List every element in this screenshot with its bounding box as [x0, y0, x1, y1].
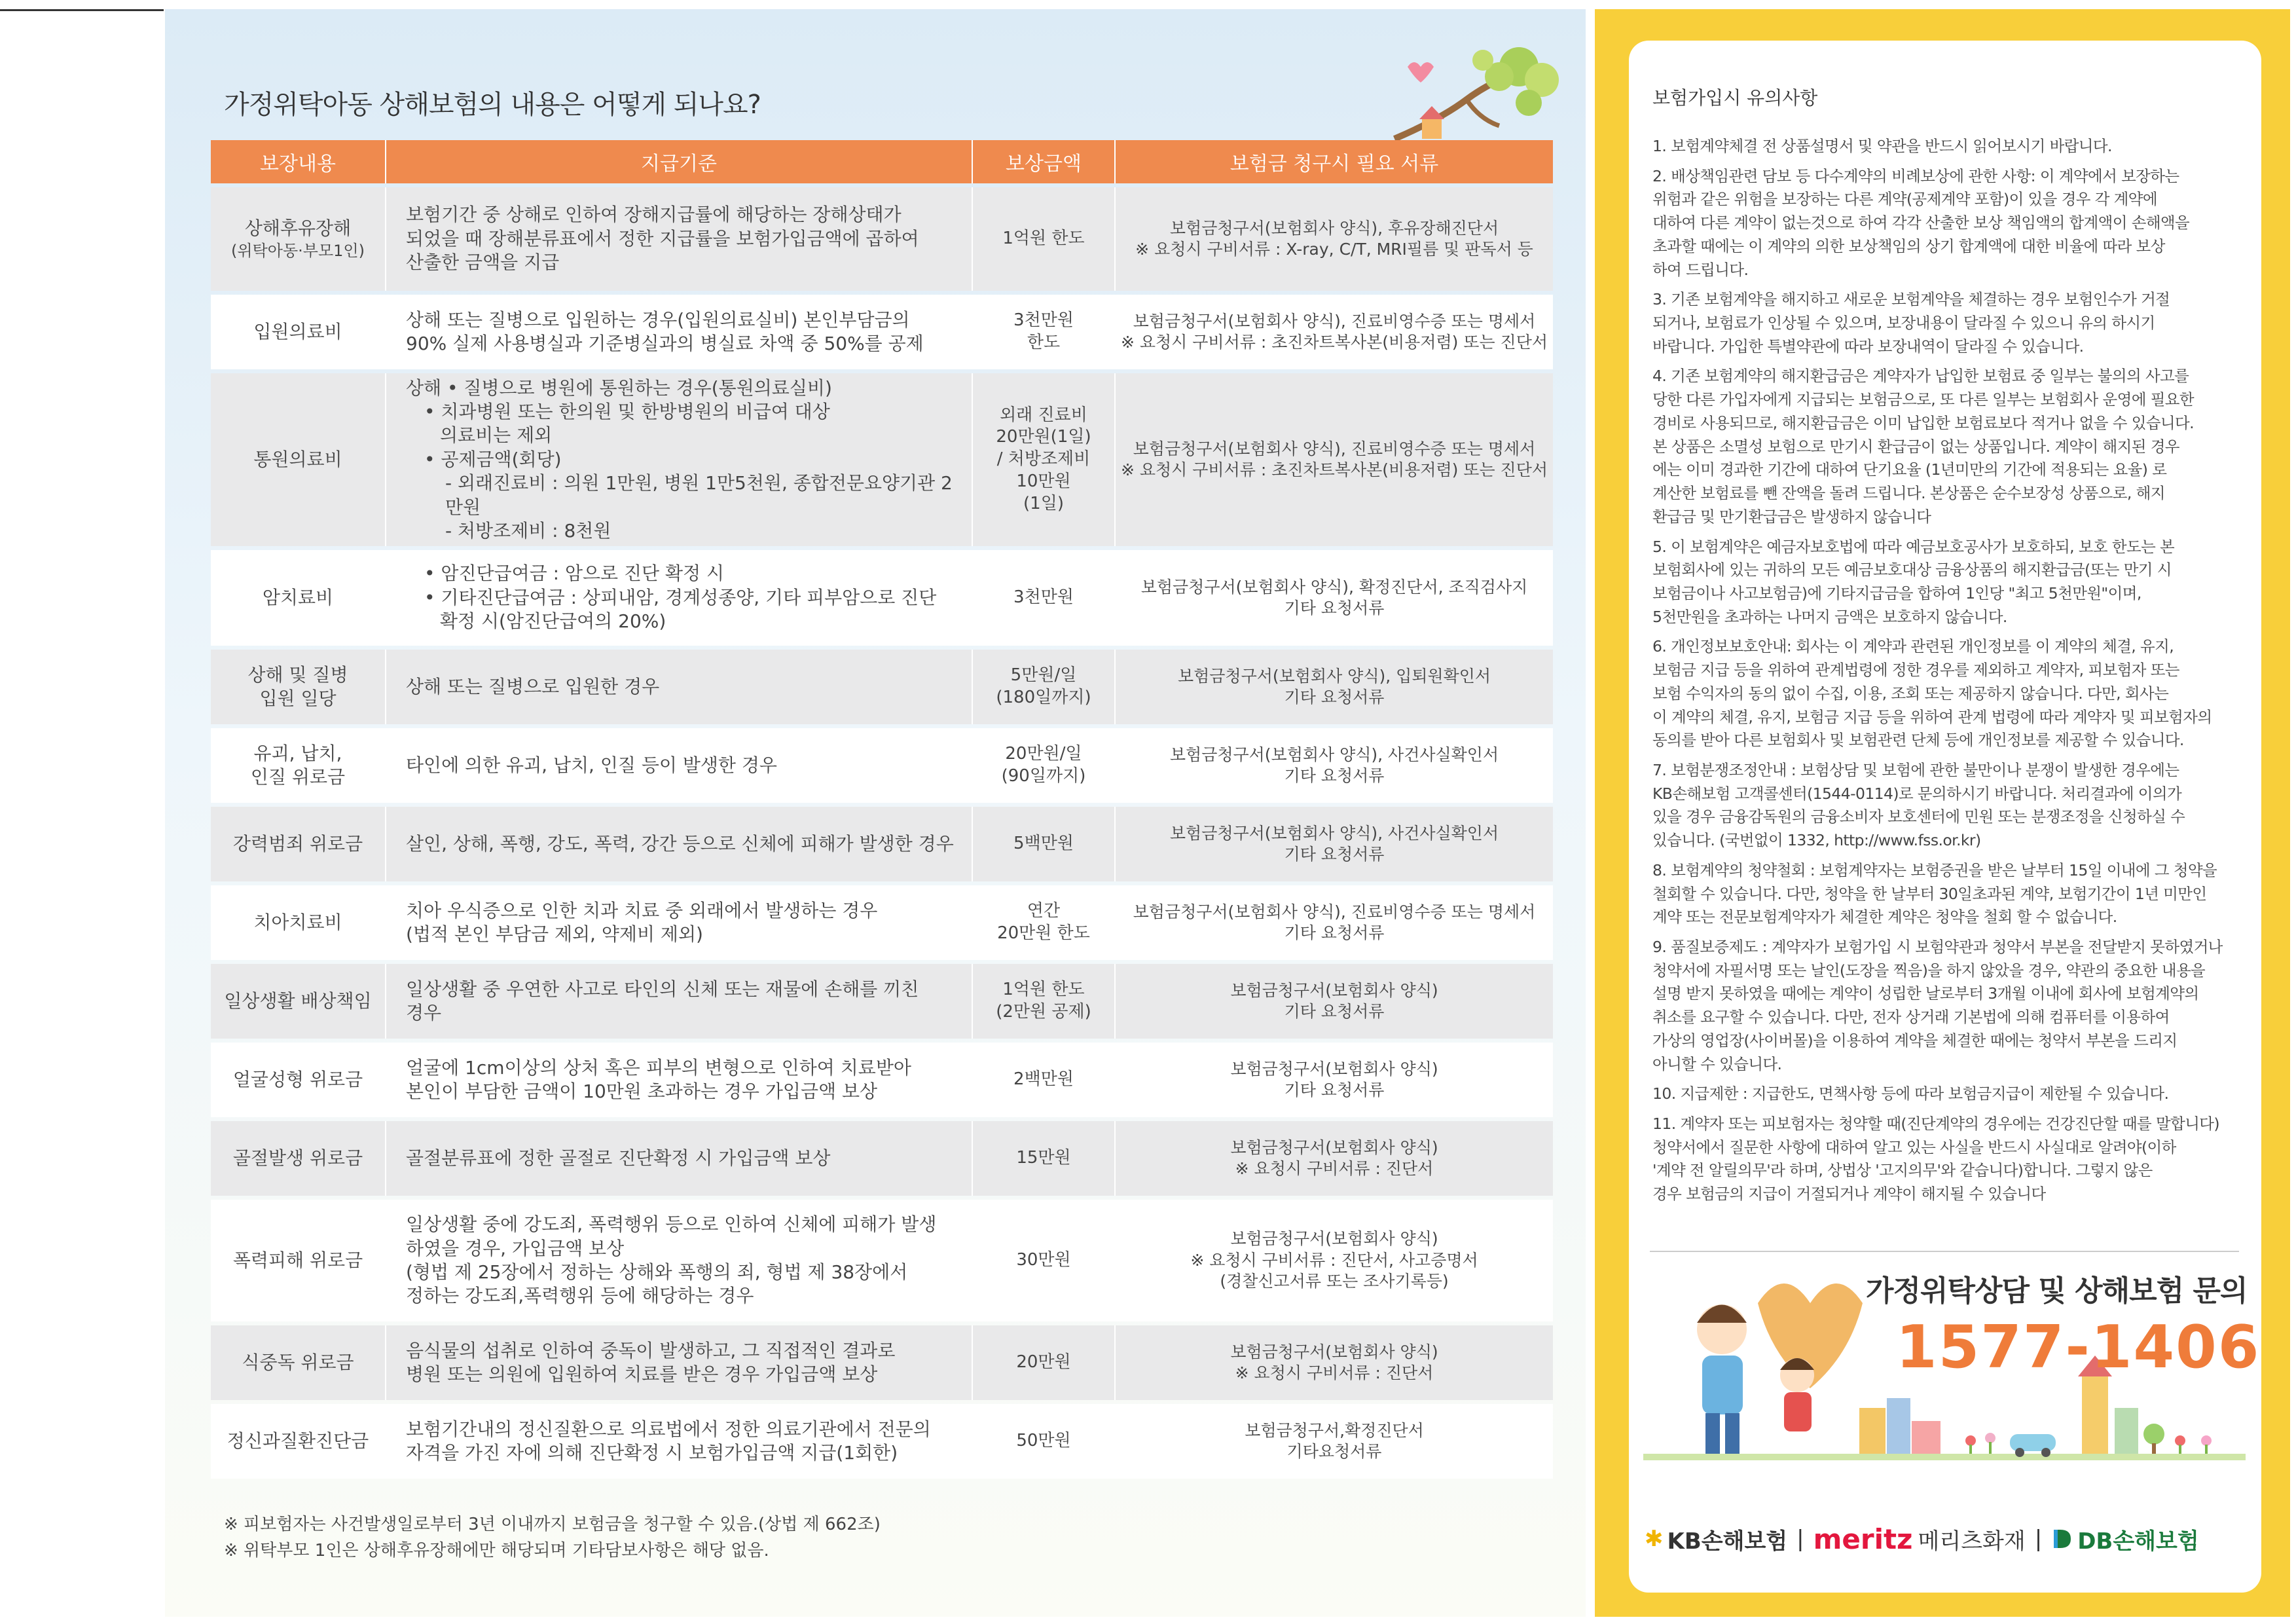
notice-item: 11. 계약자 또는 피보험자는 청약할 때(진단계약의 경우에는 건강진단할 때를 말합니다) 청약서에서 질문한 사항에 대하여 알고 있는 사실을 반드시 사실대로 알려야(이하 '계약 전 알릴의무'라 하며, 상법상 '고지의무'와 같습니다)합니다. 그렇지 않은 경우 보험금의 지급이 거절되거나 계약이 해지될 수 있습니다: [1652, 1115, 2219, 1204]
meritz-logo: meritz: [1813, 1522, 1913, 1555]
coverage-cell: 치아치료비: [211, 885, 386, 960]
amount-cell: 30만원: [973, 1200, 1116, 1321]
criteria-cell: 보험기간내의 정신질환으로 의료법에서 정한 의료기관에서 전문의 자격을 가진 자에 의해 진단확정 시 보험가입금액 지급(1회한): [386, 1404, 973, 1479]
notice-title: 보험가입시 유의사항: [1652, 87, 1818, 109]
coverage-cell: 골절발생 위로금: [211, 1121, 386, 1196]
criteria-cell: 일상생활 중에 강도죄, 폭력행위 등으로 인하여 신체에 피해가 발생 하였을 경우, 가입금액 보상 (형법 제 25장에서 정하는 상해와 폭행의 죄, 형법 제 38장에서 정하는 강도죄,폭력행위 등에 해당하는 경우: [386, 1200, 973, 1321]
notice-item: 4. 기존 보험계약의 해지환급금은 계약자가 납입한 보험료 중 일부는 불의의 사고를 당한 다른 가입자에게 지급되는 보험금으로, 또 다른 일부는 보험회사 운영에 필요한 경비로 사용되므로, 해지환급금은 이미 납입한 보험료보다 적거나 없을 수 있습니다. 본 상품은 소멸성 보험으로 만기시 환급금이 없는 상품입니다. 계약이 해지된 경우 에는 이미 경과한 기간에 대하여 단기요율 (1년미만의 기간에 적용되는 요율) 로 계산한 보험료를 뺀 잔액을 돌려 드립니다. 본상품은 순수보장성 상품으로, 해지 환급금 및 만기환급금은 발생하지 않습니다: [1652, 367, 2195, 526]
criteria-cell: 살인, 상해, 폭행, 강도, 폭력, 강간 등으로 신체에 피해가 발생한 경우: [386, 807, 973, 881]
table-row: [211, 1043, 1553, 1117]
insurer-logos: [1645, 1519, 2247, 1559]
amount-cell: 2백만원: [973, 1043, 1116, 1117]
notice-item: 6. 개인정보보호안내: 회사는 이 계약과 관련된 개인정보를 이 계약의 체결, 유지, 보험금 지급 등을 위하여 관계법령에 정한 경우를 제외하고 계약자, 피보험자 또는 보험 수익자의 동의 없이 수집, 이용, 조회 또는 제공하지 않습니다. 다만, 회사는 이 계약의 체결, 유지, 보험금 지급 등을 위하여 관계 법령에 따라 계약자 및 피보험자의 동의를 받아 다른 보험회사 및 보험관련 단체 등에 개인정보를 제공할 수 있습니다.: [1652, 637, 2212, 750]
criteria-cell: • 암진단급여금 : 암으로 진단 확정 시 • 기타진단급여금 : 상피내암, 경계성종양, 기타 피부암으로 진단 확정 시(암진단급여의 20%): [386, 550, 973, 646]
documents-cell: 보험금청구서(보험회사 양식), 후유장해진단서 ※ 요청시 구비서류 : X-ray, C/T, MRI필름 및 판독서 등: [1116, 187, 1553, 291]
notice-item: 10. 지급제한 : 지급한도, 면책사항 등에 따라 보험금지급이 제한될 수 있습니다.: [1652, 1084, 2169, 1103]
documents-cell: 보험금청구서(보험회사 양식), 사건사실확인서 기타 요청서류: [1116, 728, 1553, 803]
coverage-cell: 식중독 위로금: [211, 1325, 386, 1400]
documents-cell: 보험금청구서,확정진단서 기타요청서류: [1116, 1404, 1553, 1479]
table-row: [211, 1200, 1553, 1321]
documents-cell: 보험금청구서(보험회사 양식), 확정진단서, 조직검사지 기타 요청서류: [1116, 550, 1553, 646]
amount-cell: 1억원 한도: [973, 187, 1116, 291]
table-row: [211, 728, 1553, 803]
header-amount: 보상금액: [973, 140, 1116, 183]
amount-cell: 50만원: [973, 1404, 1116, 1479]
coverage-cell: 얼굴성형 위로금: [211, 1043, 386, 1117]
footnotes: [224, 1511, 881, 1564]
coverage-cell: 일상생활 배상책임: [211, 964, 386, 1039]
coverage-table: [211, 136, 1553, 1483]
page-title: 가정위탁아동 상해보험의 내용은 어떻게 되나요?: [224, 90, 761, 120]
amount-cell: 3천만원: [973, 550, 1116, 646]
table-header-row: [211, 140, 1553, 183]
header-criteria: 지급기준: [386, 140, 973, 183]
logo-separator: |: [1796, 1526, 1804, 1552]
db-logo: DB손해보험: [2077, 1528, 2199, 1555]
coverage-cell: 입원의료비: [211, 295, 386, 369]
amount-cell: 15만원: [973, 1121, 1116, 1196]
divider: [1650, 1251, 2239, 1252]
logo-separator: |: [2034, 1526, 2043, 1552]
documents-cell: 보험금청구서(보험회사 양식) ※ 요청시 구비서류 : 진단서, 사고증명서 (경찰신고서류 또는 조사기록등): [1116, 1200, 1553, 1321]
criteria-cell: 일상생활 중 우연한 사고로 타인의 신체 또는 재물에 손해를 끼친 경우: [386, 964, 973, 1039]
table-row: [211, 1121, 1553, 1196]
documents-cell: 보험금청구서(보험회사 양식) ※ 요청시 구비서류 : 진단서: [1116, 1121, 1553, 1196]
coverage-cell: 상해 및 질병 입원 일당: [211, 650, 386, 724]
tree-illustration: [1368, 41, 1565, 145]
coverage-cell: 폭력피해 위로금: [211, 1200, 386, 1321]
amount-cell: 연간 20만원 한도: [973, 885, 1116, 960]
notice-item: 1. 보험계약체결 전 상품설명서 및 약관을 반드시 읽어보시기 바랍니다.: [1652, 137, 2112, 155]
header-documents: 보험금 청구시 필요 서류: [1116, 140, 1553, 183]
amount-cell: 20만원/일 (90일까지): [973, 728, 1116, 803]
amount-cell: 20만원: [973, 1325, 1116, 1400]
amount-cell: 5백만원: [973, 807, 1116, 881]
amount-cell: 외래 진료비 20만원(1일) / 처방조제비 10만원 (1일): [973, 373, 1116, 546]
table-row: [211, 1404, 1553, 1479]
table-row: [211, 1325, 1553, 1400]
coverage-cell: 정신과질환진단금: [211, 1404, 386, 1479]
documents-cell: 보험금청구서(보험회사 양식), 진료비영수증 또는 명세서 ※ 요청시 구비서류 : 초진차트복사본(비용저렴) 또는 진단서: [1116, 373, 1553, 546]
table-row: [211, 187, 1553, 291]
documents-cell: 보험금청구서(보험회사 양식) 기타 요청서류: [1116, 1043, 1553, 1117]
table-row: [211, 964, 1553, 1039]
documents-cell: 보험금청구서(보험회사 양식), 진료비영수증 또는 명세서 ※ 요청시 구비서류 : 초진차트복사본(비용저렴) 또는 진단서: [1116, 295, 1553, 369]
meritz-korean-name: 메리츠화재: [1918, 1528, 2026, 1555]
documents-cell: 보험금청구서(보험회사 양식), 진료비영수증 또는 명세서 기타 요청서류: [1116, 885, 1553, 960]
documents-cell: 보험금청구서(보험회사 양식) 기타 요청서류: [1116, 964, 1553, 1039]
notice-item: 9. 품질보증제도 : 계약자가 보험가입 시 보험약관과 청약서 부본을 전달받지 못하였거나 청약서에 자필서명 또는 날인(도장을 찍음)을 하지 않았을 경우, 약관의 중요한 내용을 설명 받지 못하였을 때에는 계약이 성립한 날로부터 3개월 이내에 회사에 보험계약의 취소를 요구할 수 있습니다. 다만, 전자 상거래 기본법에 의해 컴퓨터를 이용하여 가상의 영업장(사이버몰)을 이용하여 계약을 체결한 때에는 청약서 부본을 드리지 아니할 수 있습니다.: [1652, 938, 2223, 1073]
criteria-cell: 상해 또는 질병으로 입원하는 경우(입원의료실비) 본인부담금의 90% 실제 사용병실과 기준병실과의 병실료 차액 중 50%를 공제: [386, 295, 973, 369]
footnote: ※ 위탁부모 1인은 상해후유장해에만 해당되며 기타담보사항은 해당 없음.: [224, 1541, 769, 1561]
kb-logo: KB손해보험: [1667, 1528, 1788, 1555]
table-row: [211, 885, 1553, 960]
documents-cell: 보험금청구서(보험회사 양식), 사건사실확인서 기타 요청서류: [1116, 807, 1553, 881]
notice-item: 3. 기존 보험계약을 해지하고 새로운 보험계약을 체결하는 경우 보험인수가 거절 되거나, 보험료가 인상될 수 있으며, 보장내용이 달라질 수 있으니 유의 하시기 바랍니다. 가입한 특별약관에 따라 보장내역이 달라질 수 있습니다.: [1652, 290, 2170, 356]
kb-star-icon: ✱: [1645, 1526, 1664, 1552]
criteria-cell: 음식물의 섭취로 인하여 중독이 발생하고, 그 직접적인 결과로 병원 또는 의원에 입원하여 치료를 받은 경우 가입금액 보상: [386, 1325, 973, 1400]
top-rule: [0, 9, 164, 11]
notice-item: 5. 이 보험계약은 예금자보호법에 따라 예금보호공사가 보호하되, 보호 한도는 본 보험회사에 있는 귀하의 모든 예금보호대상 금융상품의 해지환급금(또는 만기 시 보험금이나 사고보험금)에 기타지급금을 합하여 1인당 "최고 5천만원"이며, 5천만원을 초과하는 나머지 금액은 보호하지 않습니다.: [1652, 537, 2175, 626]
criteria-cell: 상해 또는 질병으로 입원한 경우: [386, 650, 973, 724]
criteria-cell: 보험기간 중 상해로 인하여 장해지급률에 해당하는 장해상태가 되었을 때 장해분류표에서 정한 지급률을 보험가입금액에 곱하여 산출한 금액을 지급: [386, 187, 973, 291]
coverage-cell: 통원의료비: [211, 373, 386, 546]
table-row: [211, 295, 1553, 369]
documents-cell: 보험금청구서(보험회사 양식) ※ 요청시 구비서류 : 진단서: [1116, 1325, 1553, 1400]
amount-cell: 3천만원 한도: [973, 295, 1116, 369]
criteria-cell: 타인에 의한 유괴, 납치, 인질 등이 발생한 경우: [386, 728, 973, 803]
footnote: ※ 피보험자는 사건발생일로부터 3년 이내까지 보험금을 청구할 수 있음.(상법 제 662조): [224, 1515, 881, 1534]
notice-item: 7. 보험분쟁조정안내 : 보험상담 및 보험에 관한 불만이나 분쟁이 발생한 경우에는 KB손해보험 고객콜센터(1544-0114)로 문의하시기 바랍니다. 처리결과에 이의가 있을 경우 금융감독원의 금융소비자 보호센터에 민원 또는 분쟁조정을 신청하실 수 있습니다. (국번없이 1332, http://www.fss.or.kr): [1652, 760, 2185, 850]
coverage-cell: 유괴, 납치, 인질 위로금: [211, 728, 386, 803]
notice-list: [1652, 135, 2242, 1213]
notice-item: 8. 보험계약의 청약철회 : 보험계약자는 보험증권을 받은 날부터 15일 이내에 그 청약을 철회할 수 있습니다. 다만, 청약을 한 날부터 30일초과된 계약, 보험기간이 1년 미만인 계약 또는 전문보험계약자가 체결한 계약은 청약을 철회 할 수 없습니다.: [1652, 860, 2217, 927]
contact-title: 가정위탁상담 및 상해보험 문의: [1866, 1274, 2248, 1308]
phone-number: 1577-1406: [1896, 1313, 2261, 1382]
criteria-cell: 치아 우식증으로 인한 치과 치료 중 외래에서 발생하는 경우 (법적 본인 부담금 제외, 약제비 제외): [386, 885, 973, 960]
table-row: [211, 373, 1553, 546]
amount-cell: 5만원/일 (180일까지): [973, 650, 1116, 724]
table-row: [211, 650, 1553, 724]
criteria-cell: 상해 • 질병으로 병원에 통원하는 경우(통원의료실비) • 치과병원 또는 한의원 및 한방병원의 비급여 대상 의료비는 제외 • 공제금액(회당) - 외래진료비 : 의원 1만원, 병원 1만5천원, 종합전문요양기관 2만원 - 처방조제비 : 8천원: [386, 373, 973, 546]
coverage-cell: 상해후유장해 (위탁아동·부모1인): [211, 187, 386, 291]
coverage-cell: 암치료비: [211, 550, 386, 646]
table-row: [211, 550, 1553, 646]
header-coverage: 보장내용: [211, 140, 386, 183]
table-row: [211, 807, 1553, 881]
documents-cell: 보험금청구서(보험회사 양식), 입퇴원확인서 기타 요청서류: [1116, 650, 1553, 724]
criteria-cell: 골절분류표에 정한 골절로 진단확정 시 가입금액 보상: [386, 1121, 973, 1196]
coverage-cell: 강력범죄 위로금: [211, 807, 386, 881]
amount-cell: 1억원 한도 (2만원 공제): [973, 964, 1116, 1039]
notice-item: 2. 배상책임관련 담보 등 다수계약의 비례보상에 관한 사항: 이 계약에서 보장하는 위험과 같은 위험을 보장하는 다른 계약(공제계약 포함)이 있을 경우 각 계약에 대하여 다른 계약이 없는것으로 하여 각각 산출한 보상 책임액의 합계액이 손해액을 초과할 때에는 이 계약의 의한 보상책임의 상기 합계액에 대한 비율에 따라 보상 하여 드립니다.: [1652, 166, 2190, 279]
db-logo-icon: [2051, 1526, 2073, 1552]
criteria-cell: 얼굴에 1cm이상의 상처 혹은 피부의 변형으로 인하여 치료받아 본인이 부담한 금액이 10만원 초과하는 경우 가입금액 보상: [386, 1043, 973, 1117]
